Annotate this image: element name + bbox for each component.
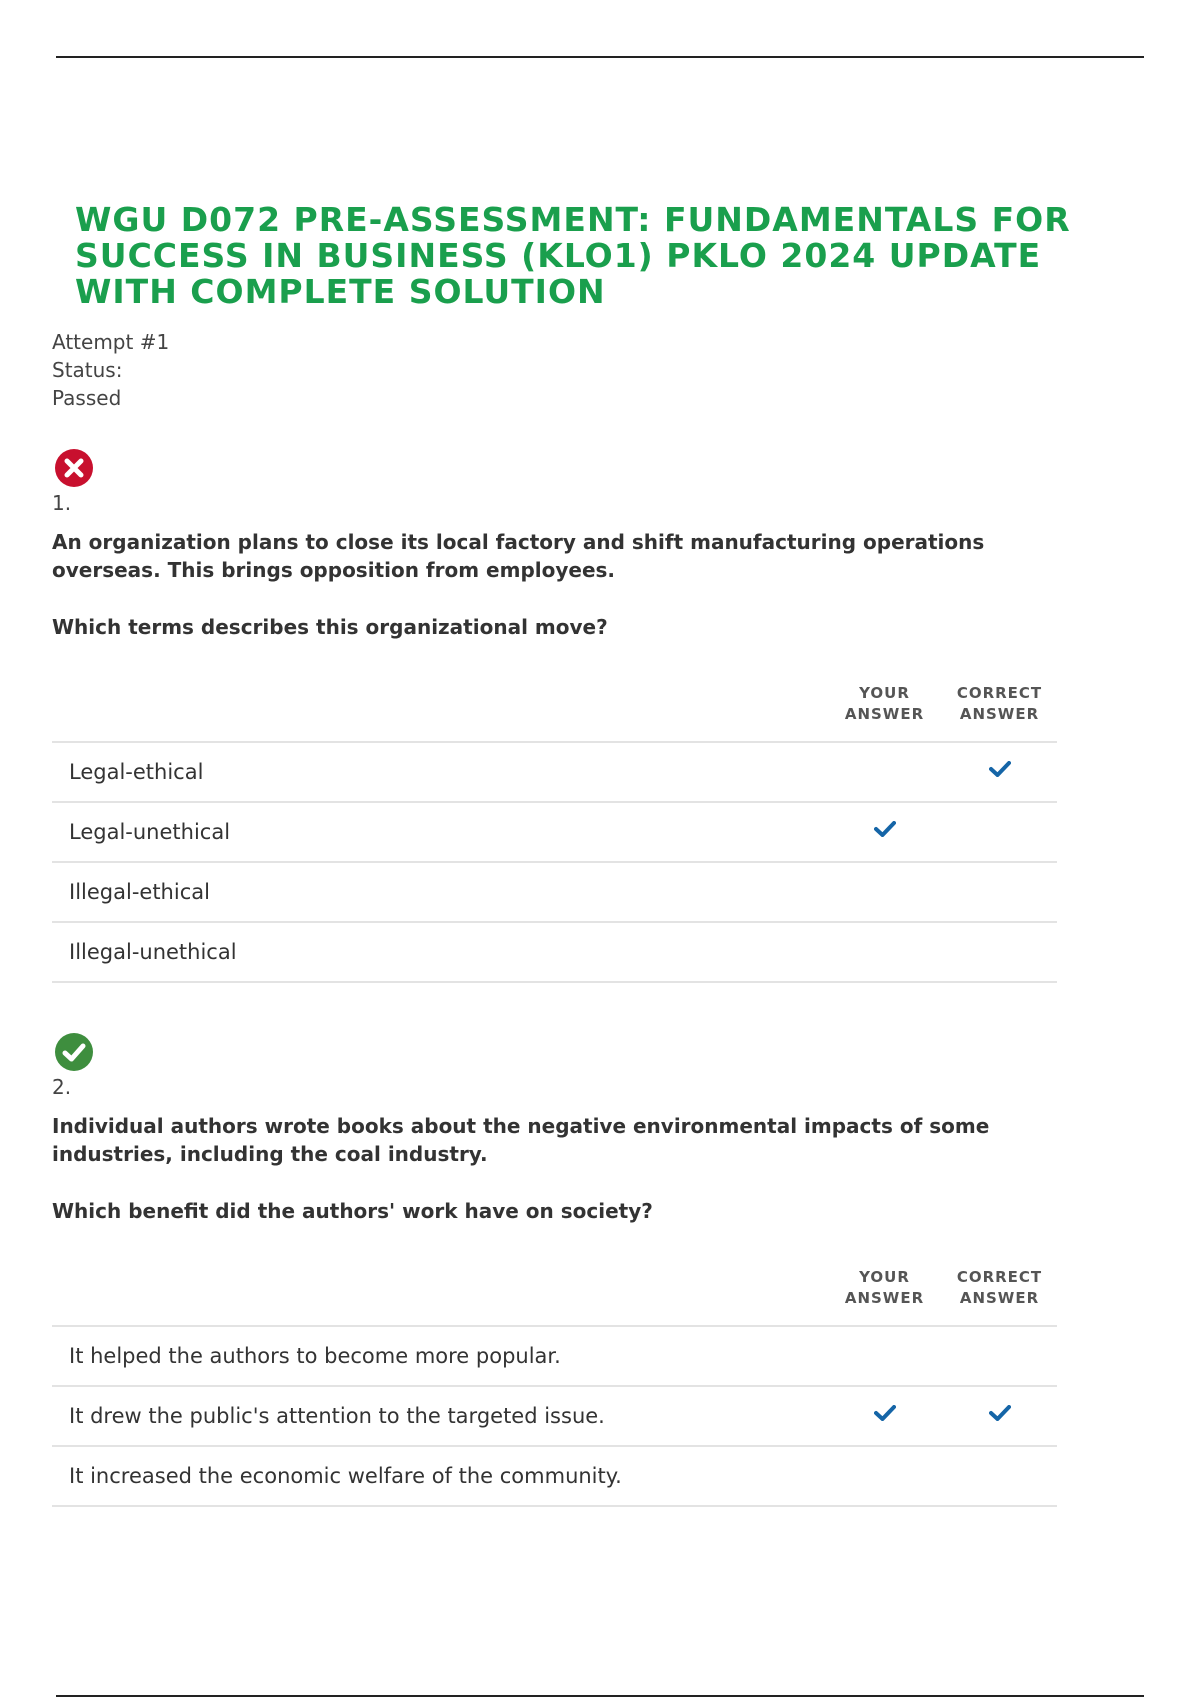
- your-answer-cell: [827, 922, 942, 982]
- correct-answer-header-line1: CORRECT: [956, 684, 1043, 702]
- attempt-info: [52, 328, 169, 412]
- your-answer-cell: [827, 1446, 942, 1506]
- question-stem: Individual authors wrote books about the negative environmental impacts of some industries, including the coal industry.: [52, 1114, 990, 1166]
- correct-answer-header: [942, 1267, 1057, 1326]
- correct-answer-cell: [942, 862, 1057, 922]
- correct-answer-cell: [942, 922, 1057, 982]
- answer-option-label: Legal-ethical: [52, 742, 827, 802]
- question-prompt: Which terms describes this organizational move?: [52, 615, 608, 639]
- correct-answer-header-line1: CORRECT: [956, 1268, 1043, 1286]
- your-answer-header: [827, 683, 942, 742]
- answer-option-row: [52, 742, 1057, 802]
- x-circle-icon: [54, 448, 94, 488]
- answer-table-header: [52, 1267, 1057, 1326]
- correct-answer-cell: [942, 1446, 1057, 1506]
- correct-answer-header: [942, 683, 1057, 742]
- answer-option-row: [52, 922, 1057, 982]
- your-answer-header-line1: YOUR: [859, 1268, 910, 1286]
- bottom-rule: [56, 1695, 1144, 1697]
- your-answer-cell: [827, 1386, 942, 1446]
- your-answer-header-line2: ANSWER: [844, 1289, 925, 1307]
- status-label: Status:: [52, 358, 123, 382]
- answer-option-label: Legal-unethical: [52, 802, 827, 862]
- correct-answer-check-icon: [989, 761, 1011, 777]
- question-2: [52, 1032, 1062, 1507]
- answer-table-header: [52, 683, 1057, 742]
- correct-answer-header-line2: ANSWER: [959, 705, 1040, 723]
- question-number: 2.: [52, 1075, 72, 1099]
- your-answer-cell: [827, 1326, 942, 1386]
- question-prompt: Which benefit did the authors' work have on society?: [52, 1199, 653, 1223]
- page-title: WGU D072 PRE-ASSESSMENT: FUNDAMENTALS FOR SUCCESS IN BUSINESS (KLO1) PKLO 2024 UPDATE WITH COMPLETE SOLUTION: [75, 200, 1071, 311]
- attempt-label: Attempt #1: [52, 330, 170, 354]
- answer-table: [52, 1267, 1057, 1507]
- answer-option-row: [52, 1386, 1057, 1446]
- answer-option-label: It increased the economic welfare of the community.: [52, 1446, 827, 1506]
- answer-option-row: [52, 862, 1057, 922]
- correct-answer-cell: [942, 1386, 1057, 1446]
- correct-answer-cell: [942, 802, 1057, 862]
- question-1: [52, 448, 1062, 983]
- top-rule: [56, 56, 1144, 58]
- your-answer-header: [827, 1267, 942, 1326]
- answer-option-label: Illegal-ethical: [52, 862, 827, 922]
- your-answer-header-line1: YOUR: [859, 684, 910, 702]
- answer-option-label: Illegal-unethical: [52, 922, 827, 982]
- answer-table: [52, 683, 1057, 983]
- correct-answer-check-icon: [989, 1405, 1011, 1421]
- correct-answer-cell: [942, 742, 1057, 802]
- your-answer-check-icon: [874, 821, 896, 837]
- question-number: 1.: [52, 491, 72, 515]
- answer-option-row: [52, 802, 1057, 862]
- your-answer-header-line2: ANSWER: [844, 705, 925, 723]
- answer-option-label: It drew the public's attention to the targeted issue.: [52, 1386, 827, 1446]
- your-answer-cell: [827, 862, 942, 922]
- your-answer-check-icon: [874, 1405, 896, 1421]
- correct-answer-header-line2: ANSWER: [959, 1289, 1040, 1307]
- question-stem: An organization plans to close its local factory and shift manufacturing operations overseas. This brings opposition from employees.: [52, 530, 985, 582]
- your-answer-cell: [827, 802, 942, 862]
- answer-option-label: It helped the authors to become more popular.: [52, 1326, 827, 1386]
- answer-option-row: [52, 1326, 1057, 1386]
- your-answer-cell: [827, 742, 942, 802]
- status-value: Passed: [52, 386, 122, 410]
- check-circle-icon: [54, 1032, 94, 1072]
- correct-answer-cell: [942, 1326, 1057, 1386]
- answer-option-row: [52, 1446, 1057, 1506]
